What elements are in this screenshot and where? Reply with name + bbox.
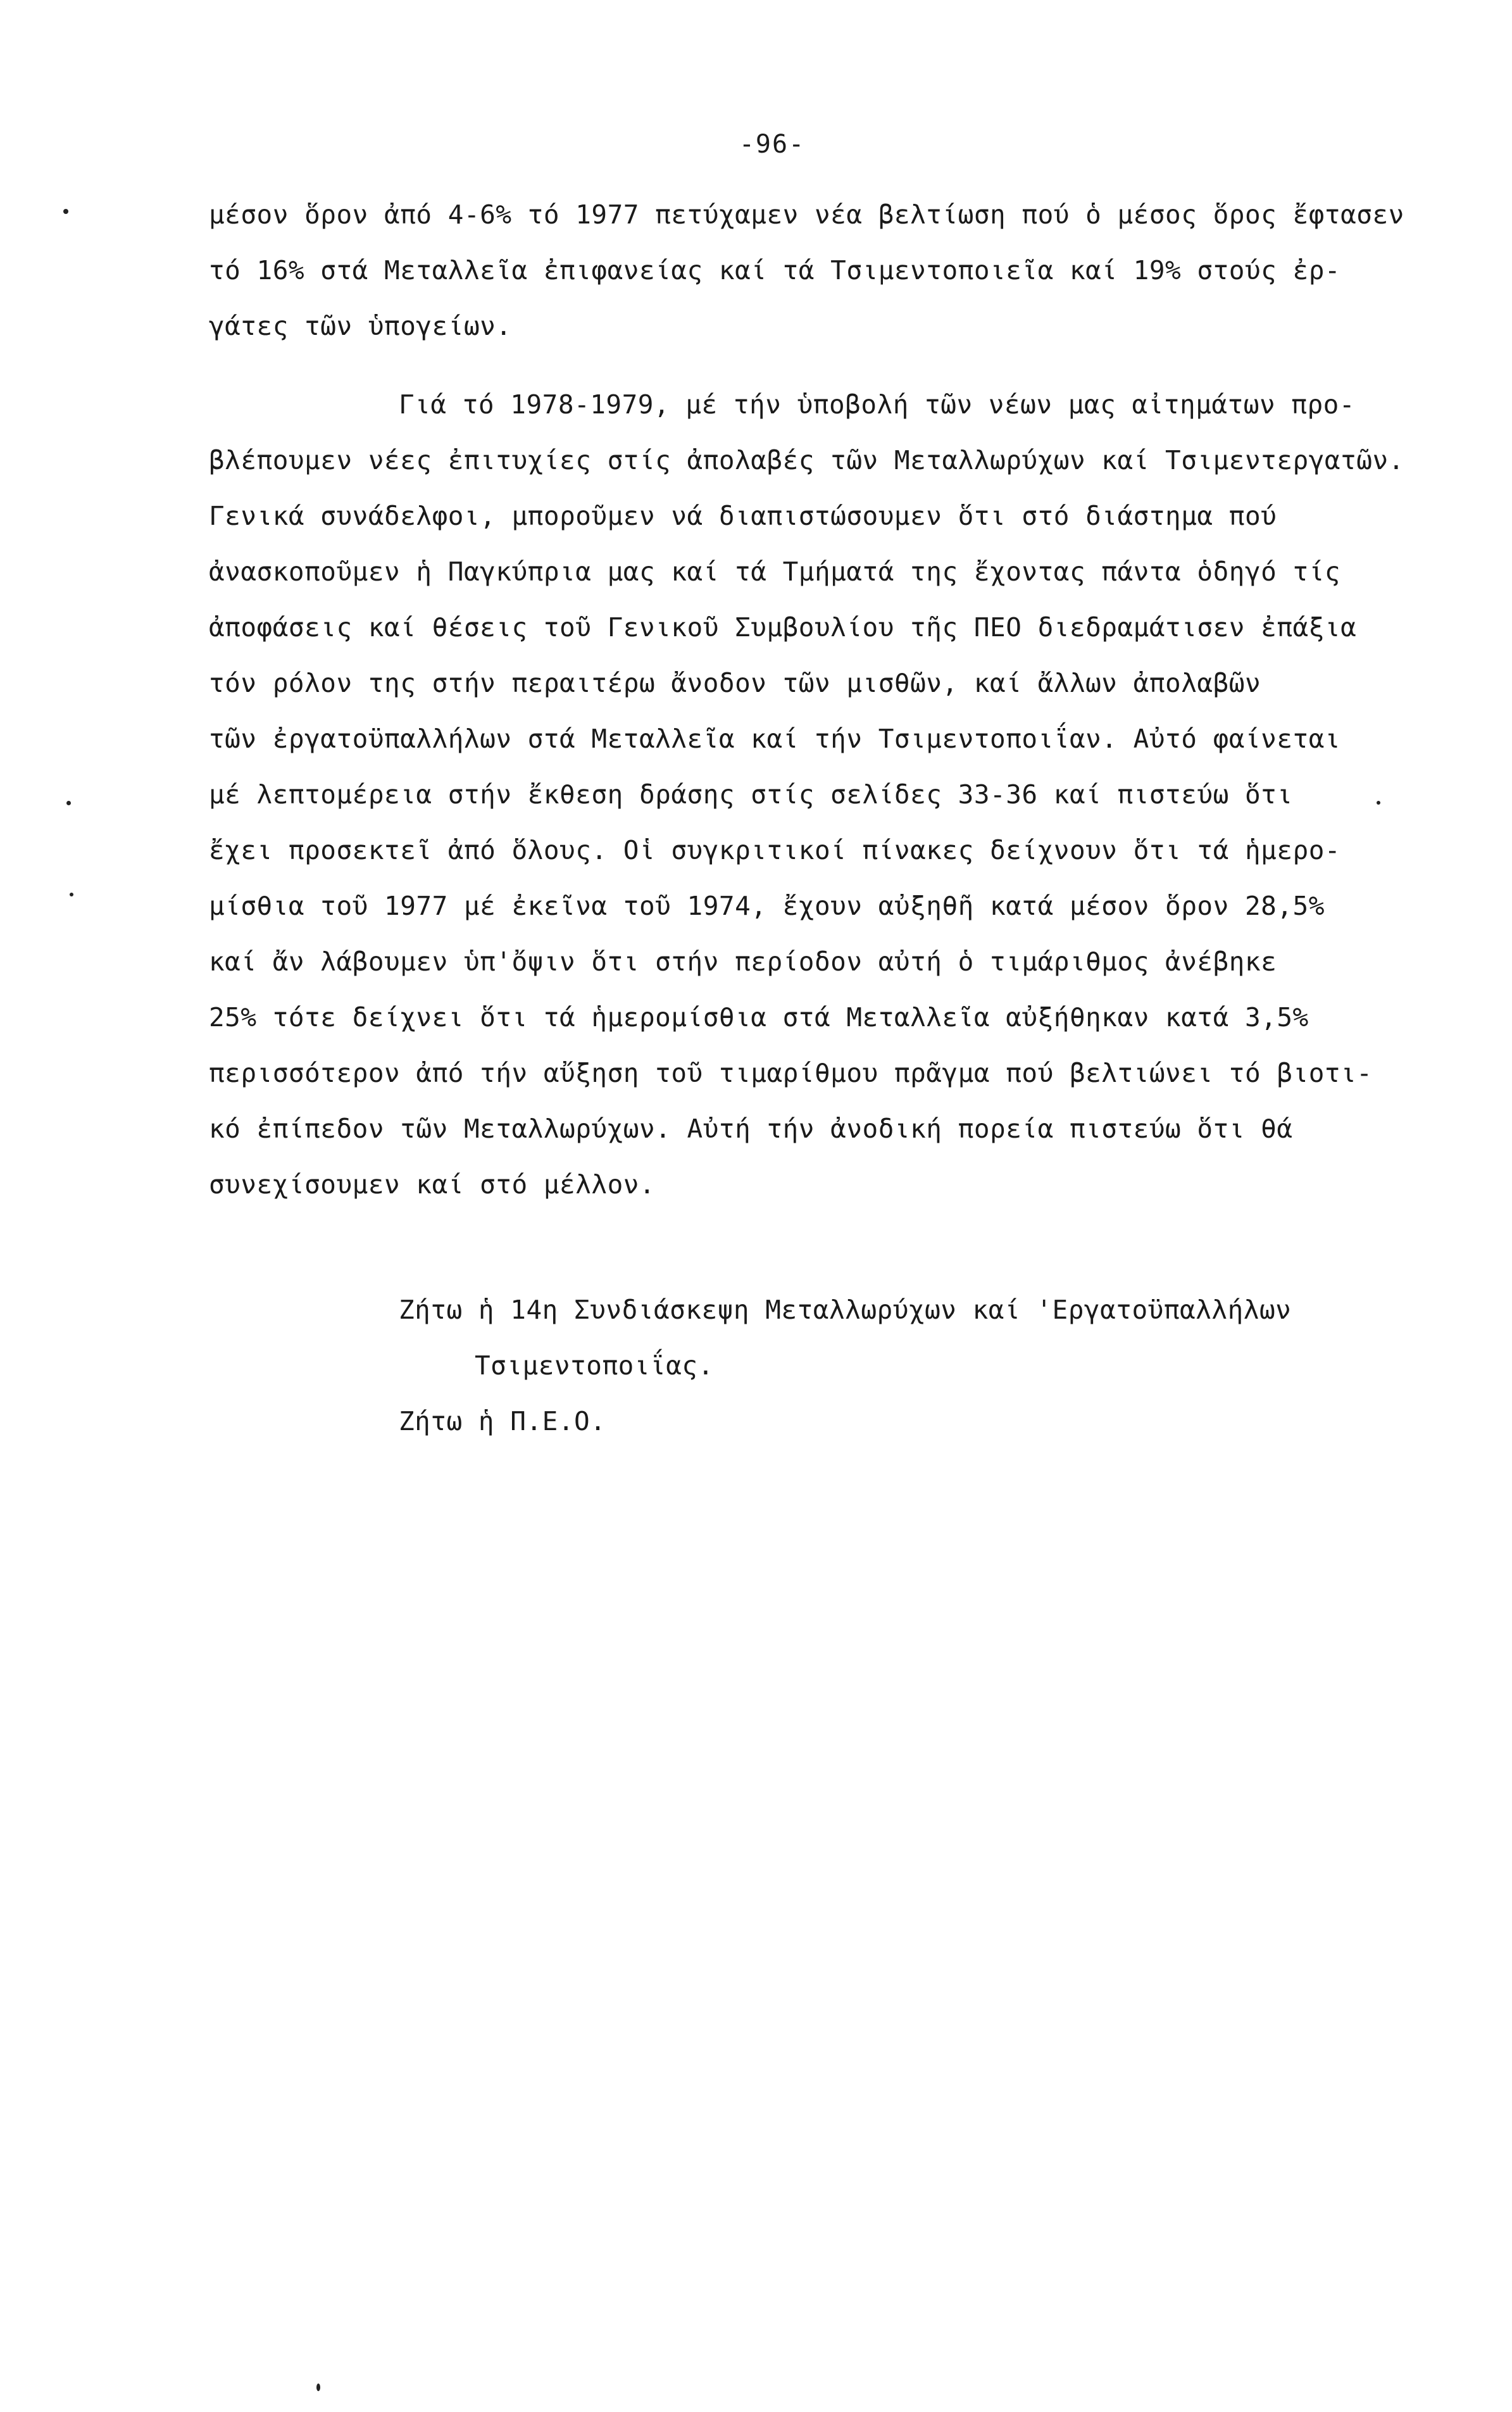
paragraph-line: ἀνασκοποῦμεν ἡ Παγκύπρια μας καί τά Τμήματά της ἔχοντας πάντα ὁδηγό τίς — [209, 556, 1341, 587]
paragraph-line: περισσότερον ἀπό τήν αὔξηση τοῦ τιμαρίθμου πρᾶγμα πού βελτιώνει τό βιοτι- — [209, 1058, 1373, 1088]
paragraph-line: μίσθια τοῦ 1977 μέ ἐκεῖνα τοῦ 1974, ἔχουν αὐξηθῆ κατά μέσον ὅρον 28,5% — [209, 891, 1325, 921]
paragraph-line: 25% τότε δείχνει ὅτι τά ἡμερομίσθια στά Μεταλλεῖα αὐξήθηκαν κατά 3,5% — [209, 1002, 1309, 1033]
scan-speck — [1377, 801, 1380, 805]
paragraph-line: κό ἐπίπεδον τῶν Μεταλλωρύχων. Αὐτή τήν ἀνοδική πορεία πιστεύω ὅτι θά — [209, 1114, 1293, 1144]
paragraph-line: ἀποφάσεις καί θέσεις τοῦ Γενικοῦ Συμβουλίου τῆς ΠΕΟ διεδραμάτισεν ἐπάξια — [209, 612, 1357, 643]
paragraph-line: Γενικά συνάδελφοι, μποροῦμεν νά διαπιστώσουμεν ὅτι στό διάστημα πού — [209, 501, 1277, 531]
scan-speck — [63, 209, 68, 214]
paragraph-1 — [209, 187, 1411, 354]
closing-line: Ζήτω ἡ 14η Συνδιάσκεψη Μεταλλωρύχων καί 'Εργατοϋπαλλήλων — [399, 1295, 1292, 1325]
paragraph-line: τῶν ἐργατοϋπαλλήλων στά Μεταλλεῖα καί τήν Τσιμεντοποιΐαν. Αὐτό φαίνεται — [209, 724, 1341, 754]
paragraph-line: τόν ρόλον της στήν περαιτέρω ἄνοδον τῶν μισθῶν, καί ἄλλων ἀπολαβῶν — [209, 668, 1261, 698]
paragraph-line: βλέπουμεν νέες ἐπιτυχίες στίς ἀπολαβές τῶν Μεταλλωρύχων καί Τσιμεντεργατῶν. — [209, 445, 1404, 475]
paragraph-line: μέ λεπτομέρεια στήν ἔκθεση δράσης στίς σελίδες 33-36 καί πιστεύω ὅτι — [209, 779, 1293, 810]
paragraph-line: συνεχίσουμεν καί στό μέλλον. — [209, 1169, 656, 1200]
paragraph-line: Γιά τό 1978-1979, μέ τήν ὑποβολή τῶν νέων μας αἰτημάτων προ- — [399, 389, 1356, 420]
paragraph-line: καί ἄν λάβουμεν ὑπ'ὄψιν ὅτι στήν περίοδον αὐτή ὁ τιμάριθμος ἀνέβηκε — [209, 946, 1277, 977]
scan-speck — [316, 2384, 320, 2391]
paragraph-2 — [209, 377, 1411, 1212]
paragraph-line: μέσον ὅρον ἀπό 4-6% τό 1977 πετύχαμεν νέα βελτίωση πού ὁ μέσος ὅρος ἔφτασεν — [209, 199, 1404, 230]
paragraph-line: ἔχει προσεκτεῖ ἀπό ὅλους. Οἱ συγκριτικοί πίνακες δείχνουν ὅτι τά ἡμερο- — [209, 835, 1341, 865]
closing-line: Τσιμεντοποιΐας. — [475, 1350, 714, 1381]
paragraph-line: γάτες τῶν ὑπογείων. — [209, 311, 512, 341]
closing-slogans — [209, 1282, 1411, 1449]
scan-speck — [70, 893, 73, 896]
closing-line: Ζήτω ἡ Π.Ε.Ο. — [399, 1406, 606, 1436]
scan-speck — [66, 801, 71, 805]
paragraph-line: τό 16% στά Μεταλλεῖα ἐπιφανείας καί τά Τσιμεντοποιεῖα καί 19% στούς ἐρ- — [209, 255, 1341, 286]
page-number: -96- — [739, 130, 806, 159]
